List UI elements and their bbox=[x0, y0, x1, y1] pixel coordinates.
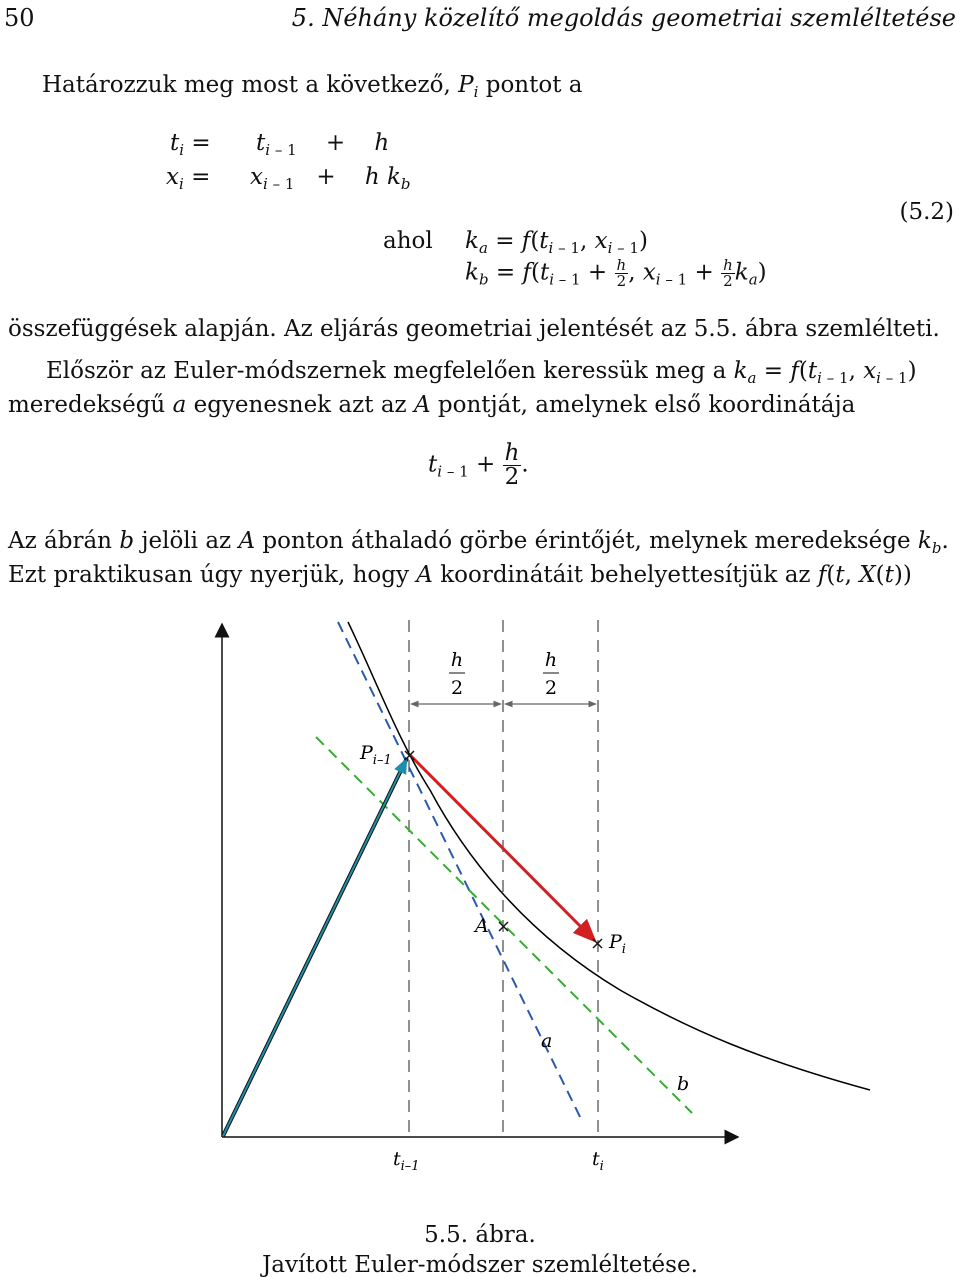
running-title: 5. Néhány közelítő megoldás geometriai szemléltetése bbox=[291, 4, 956, 32]
label-t-i: $t_i$ bbox=[592, 1148, 604, 1174]
equation-xi: $x_i$ = bbox=[166, 164, 211, 193]
paragraph-1: Először az Euler-módszernek megfelelően keressük meg a $k_a = f(t_{i - 1}$, $x_{i - 1}$) meredekségű a egyenesnek azt az A pontját, amelynek első koordinátája bbox=[8, 358, 917, 418]
after-equation-text: összefüggések alapján. Az eljárás geometriai jelentését az 5.5. ábra szemlélteti. bbox=[8, 316, 940, 342]
label-p-i: $P_i$ bbox=[609, 931, 626, 957]
paragraph-2: Az ábrán b jelöli az A ponton áthaladó görbe érintőjét, melynek meredeksége $k_b$. bbox=[8, 528, 949, 557]
label-p-prev: $P_{i-1}$ bbox=[360, 742, 392, 768]
step-vector bbox=[410, 755, 594, 940]
line-b bbox=[316, 737, 692, 1113]
caption-text: Javított Euler-módszer szemléltetése. bbox=[262, 1252, 698, 1278]
intro-text: Határozzuk meg most a következő, $P_i$ pontot a bbox=[42, 72, 583, 101]
equation-number: (5.2) bbox=[899, 199, 954, 225]
caption-number: 5.5. ábra. bbox=[424, 1222, 536, 1248]
h-label-right: h bbox=[544, 649, 558, 671]
two-label-left: 2 bbox=[450, 677, 464, 699]
two-label-right: 2 bbox=[544, 677, 558, 699]
label-line-a: a bbox=[541, 1030, 553, 1052]
equation-t-half: $t_{i - 1}$ + $\frac{h}{2}$ . bbox=[428, 440, 529, 490]
label-line-b: b bbox=[677, 1073, 690, 1095]
ahol-label: ahol bbox=[383, 228, 433, 254]
position-vector-prev-inner bbox=[223, 760, 406, 1136]
h-label-left: h bbox=[450, 649, 464, 671]
equation-xi-rhs: $x_{i - 1}$ + h $k_b$ bbox=[250, 164, 411, 193]
label-point-a: A bbox=[475, 915, 489, 937]
marker-p-prev bbox=[405, 751, 414, 760]
label-t-prev: $t_{i-1}$ bbox=[393, 1148, 420, 1174]
equation-ti: $t_i$ = bbox=[170, 130, 211, 159]
equation-kb: $k_b = f(t_{i - 1}$ + $\frac{h}{2}$ , $x_{i - 1}$ + $\frac{h}{2}$ $k_a$) bbox=[465, 256, 767, 290]
paragraph-3: Ezt praktikusan úgy nyerjük, hogy A koordinátáit behelyettesítjük az f(t, X(t)) bbox=[8, 562, 912, 588]
equation-ti-rhs: $t_{i - 1}$ + h bbox=[256, 130, 390, 159]
solution-curve bbox=[348, 622, 870, 1090]
page-number: 50 bbox=[4, 4, 35, 32]
equation-ka: $k_a = f(t_{i - 1}$, $x_{i - 1}$) bbox=[465, 228, 648, 257]
